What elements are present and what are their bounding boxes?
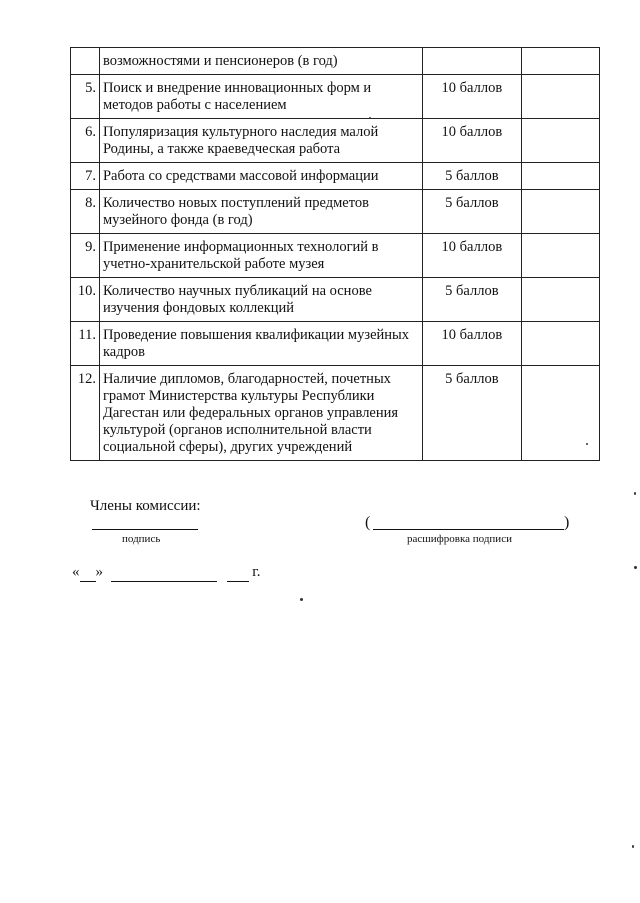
score-cell (521, 278, 599, 322)
date-close-quote: » (95, 564, 103, 580)
row-number: 12. (71, 366, 100, 461)
date-line (72, 564, 260, 582)
criterion-name: Количество новых поступлений предметов музейного фонда (в год) (99, 190, 422, 234)
score-cell (521, 322, 599, 366)
scan-speck (586, 443, 588, 445)
criteria-row (71, 234, 600, 278)
criteria-table-body (71, 48, 600, 461)
criterion-points: 5 баллов (423, 163, 522, 190)
criteria-table (70, 47, 600, 461)
criterion-points: 10 баллов (423, 322, 522, 366)
criteria-row (71, 75, 600, 119)
score-cell (521, 119, 599, 163)
criterion-name: Наличие дипломов, благодарностей, почетных грамот Министерства культуры Республики Дагестан или федеральных органов управления культурой (органов исполнительной власти социальной сферы), других учреждений (99, 366, 422, 461)
criterion-points: 5 баллов (423, 278, 522, 322)
scan-speck (300, 598, 303, 601)
criteria-row (71, 190, 600, 234)
row-number: 8. (71, 190, 100, 234)
criterion-name: Работа со средствами массовой информации (99, 163, 422, 190)
criterion-points: 10 баллов (423, 75, 522, 119)
signature-caption: подпись (122, 533, 161, 545)
signature-decoding-line (373, 529, 564, 530)
row-number: 7. (71, 163, 100, 190)
criteria-row (71, 163, 600, 190)
score-cell (521, 48, 599, 75)
row-number: 10. (71, 278, 100, 322)
scan-speck (634, 492, 636, 495)
scan-speck (634, 566, 637, 569)
criterion-points: 5 баллов (423, 190, 522, 234)
criterion-name: Поиск и внедрение инновационных форм и методов работы с населением (99, 75, 422, 119)
commission-members-label: Члены комиссии: (90, 498, 201, 514)
criteria-row (71, 278, 600, 322)
score-cell (521, 366, 599, 461)
scan-speck (369, 117, 371, 119)
criterion-name: возможностями и пенсионеров (в год) (99, 48, 422, 75)
score-cell (521, 163, 599, 190)
criterion-points (423, 48, 522, 75)
row-number (71, 48, 100, 75)
date-open-quote: « (72, 564, 80, 580)
row-number: 6. (71, 119, 100, 163)
criteria-row (71, 366, 600, 461)
row-number: 11. (71, 322, 100, 366)
criterion-name: Популяризация культурного наследия малой Родины, а также краеведческая работа (99, 119, 422, 163)
date-month-blank (111, 564, 217, 582)
signature-line (92, 529, 198, 530)
criteria-row (71, 322, 600, 366)
score-cell (521, 190, 599, 234)
date-year-blank (227, 564, 249, 582)
criterion-name: Применение информационных технологий в учетно-хранительской работе музея (99, 234, 422, 278)
criterion-name: Количество научных публикаций на основе изучения фондовых коллекций (99, 278, 422, 322)
decoding-paren-close: ) (564, 514, 570, 531)
score-cell (521, 234, 599, 278)
decoding-paren-open: ( (365, 514, 371, 531)
date-day-blank (80, 564, 96, 582)
criteria-row (71, 48, 600, 75)
criterion-points: 5 баллов (423, 366, 522, 461)
scan-speck (632, 845, 634, 848)
criterion-points: 10 баллов (423, 119, 522, 163)
signature-decoding-caption: расшифровка подписи (407, 533, 512, 545)
criterion-name: Проведение повышения квалификации музейных кадров (99, 322, 422, 366)
criterion-points: 10 баллов (423, 234, 522, 278)
criteria-row (71, 119, 600, 163)
score-cell (521, 75, 599, 119)
row-number: 9. (71, 234, 100, 278)
date-year-suffix: г. (252, 564, 261, 580)
row-number: 5. (71, 75, 100, 119)
